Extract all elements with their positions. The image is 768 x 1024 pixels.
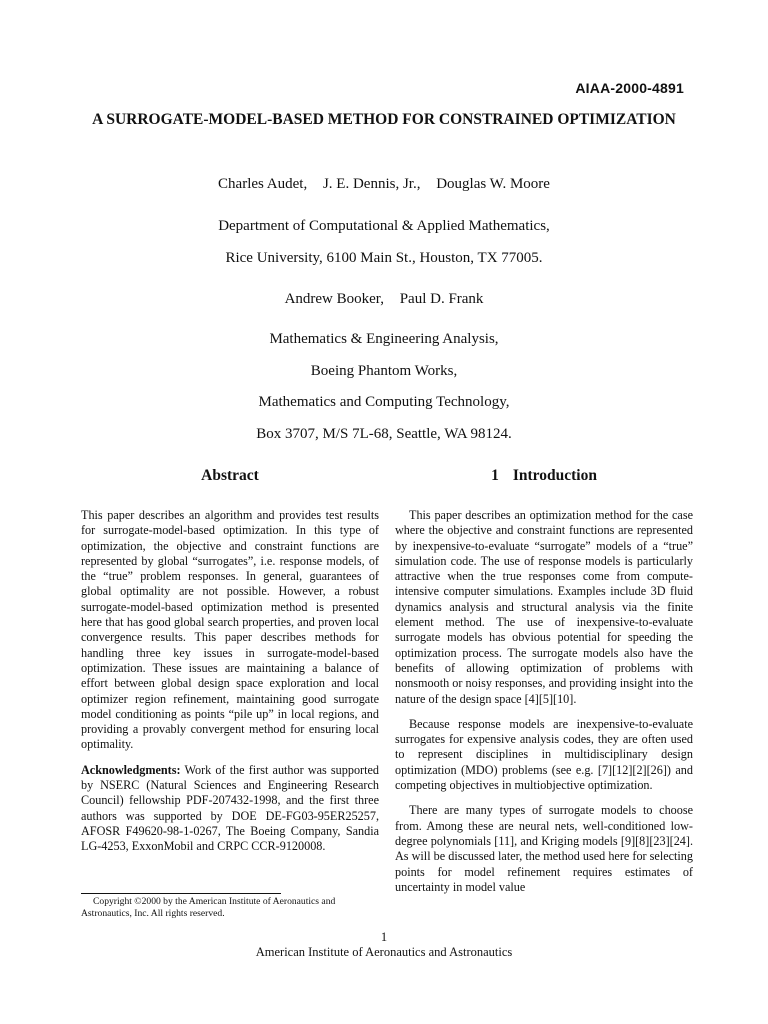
copyright-footnote: Copyright ©2000 by the American Institute of Aeronautics and Astronautics, Inc. All rights reserved. bbox=[81, 896, 336, 919]
author-name: Douglas W. Moore bbox=[436, 176, 550, 192]
section-number: 1 bbox=[491, 467, 499, 484]
author-list-1 bbox=[80, 176, 688, 193]
intro-paragraph: This paper describes an optimization method for the case where the objective and constraint functions are represented by inexpensive-to-evaluate “surrogate” models of a “true” simulation code. The use of response models is particularly attractive when the true responses come from compute-intensive computer simulations. Examples include 3D fluid dynamics analysis and structural analysis via the finite element method. The use of inexpensive-to-evaluate surrogate models has obvious potential for speeding the optimization process. The surrogate models also have the benefits of allowing optimization of problems with nonsmooth or noisy responses, and providing insight into the nature of the design space [4][5][10]. bbox=[395, 508, 693, 706]
affiliation-line: Mathematics & Engineering Analysis, bbox=[269, 331, 499, 347]
footnote-rule bbox=[81, 893, 281, 894]
acknowledgments-label: Acknowledgments: bbox=[81, 762, 181, 777]
author-list-2 bbox=[80, 291, 688, 308]
affiliation-2 bbox=[80, 324, 688, 450]
author-name: Charles Audet, bbox=[218, 176, 308, 192]
author-name: Paul D. Frank bbox=[399, 291, 484, 307]
acknowledgments-text: Work of the first author was supported by NSERC (Natural Sciences and Engineering Research Council) fellowship PDF-207432-1998, and the first three authors was supported by DOE DE-FG03-95ER25257, AFOSR F49620-98-1-0267, The Boeing Company, Sandia LG-4253, ExxonMobil and CRPC CCR-9120008. bbox=[81, 762, 379, 854]
right-column bbox=[395, 466, 693, 905]
affiliation-line: Box 3707, M/S 7L-68, Seattle, WA 98124. bbox=[256, 425, 512, 442]
footer-organization: American Institute of Aeronautics and Astronautics bbox=[255, 945, 513, 959]
affiliation-line: Rice University, 6100 Main St., Houston, TX 77005. bbox=[225, 250, 543, 266]
author-name: Andrew Booker, bbox=[284, 291, 384, 307]
section-title: Introduction bbox=[512, 467, 597, 484]
report-number: AIAA-2000-4891 bbox=[575, 80, 684, 96]
abstract-heading: Abstract bbox=[201, 467, 259, 484]
intro-paragraph: Because response models are inexpensive-to-evaluate surrogates for expensive analysis codes, they are often used to represent disciplines in multidisciplinary design optimization (MDO) problems (see e.g. [7][12][2][26]) and competing objectives in multiobjective optimization. bbox=[395, 716, 693, 793]
paper-title: A SURROGATE-MODEL-BASED METHOD FOR CONSTRAINED OPTIMIZATION bbox=[92, 111, 676, 128]
page-number: 1 bbox=[380, 930, 388, 944]
acknowledgments bbox=[81, 763, 379, 855]
affiliation-line: Boeing Phantom Works, bbox=[310, 362, 458, 379]
author-name: J. E. Dennis, Jr., bbox=[322, 176, 421, 192]
introduction-heading bbox=[395, 466, 693, 485]
affiliation-1 bbox=[80, 210, 688, 274]
affiliation-line: Department of Computational & Applied Mathematics, bbox=[218, 218, 550, 234]
affiliation-line: Mathematics and Computing Technology, bbox=[258, 394, 510, 410]
left-column bbox=[81, 466, 379, 865]
abstract-text: This paper describes an algorithm and provides test results for surrogate-model-based optimization. In this type of optimization, the objective and constraint functions are represented by global “surrogates”, i.e. response models, of the “true” problem responses. In general, guarantees of global optimality are not possible. However, a robust surrogate-model-based optimization method is presented here that has good global search properties, and proven local convergence results. This paper describes methods for handling three key issues in surrogate-model-based optimization. These issues are maintaining a balance of effort between global design space exploration and local optimizer region refinement, maintaining good surrogate model conditioning as points “pile up” in local regions, and providing a provably convergent method for ensuring local optimality. bbox=[81, 508, 379, 752]
intro-paragraph: There are many types of surrogate models to choose from. Among these are neural nets, well-conditioned low-degree polynomials [11], and Kriging models [9][8][23][24]. As will be discussed later, the method used here for selecting points for model refinement requires estimates of uncertainty in model value bbox=[395, 803, 693, 894]
